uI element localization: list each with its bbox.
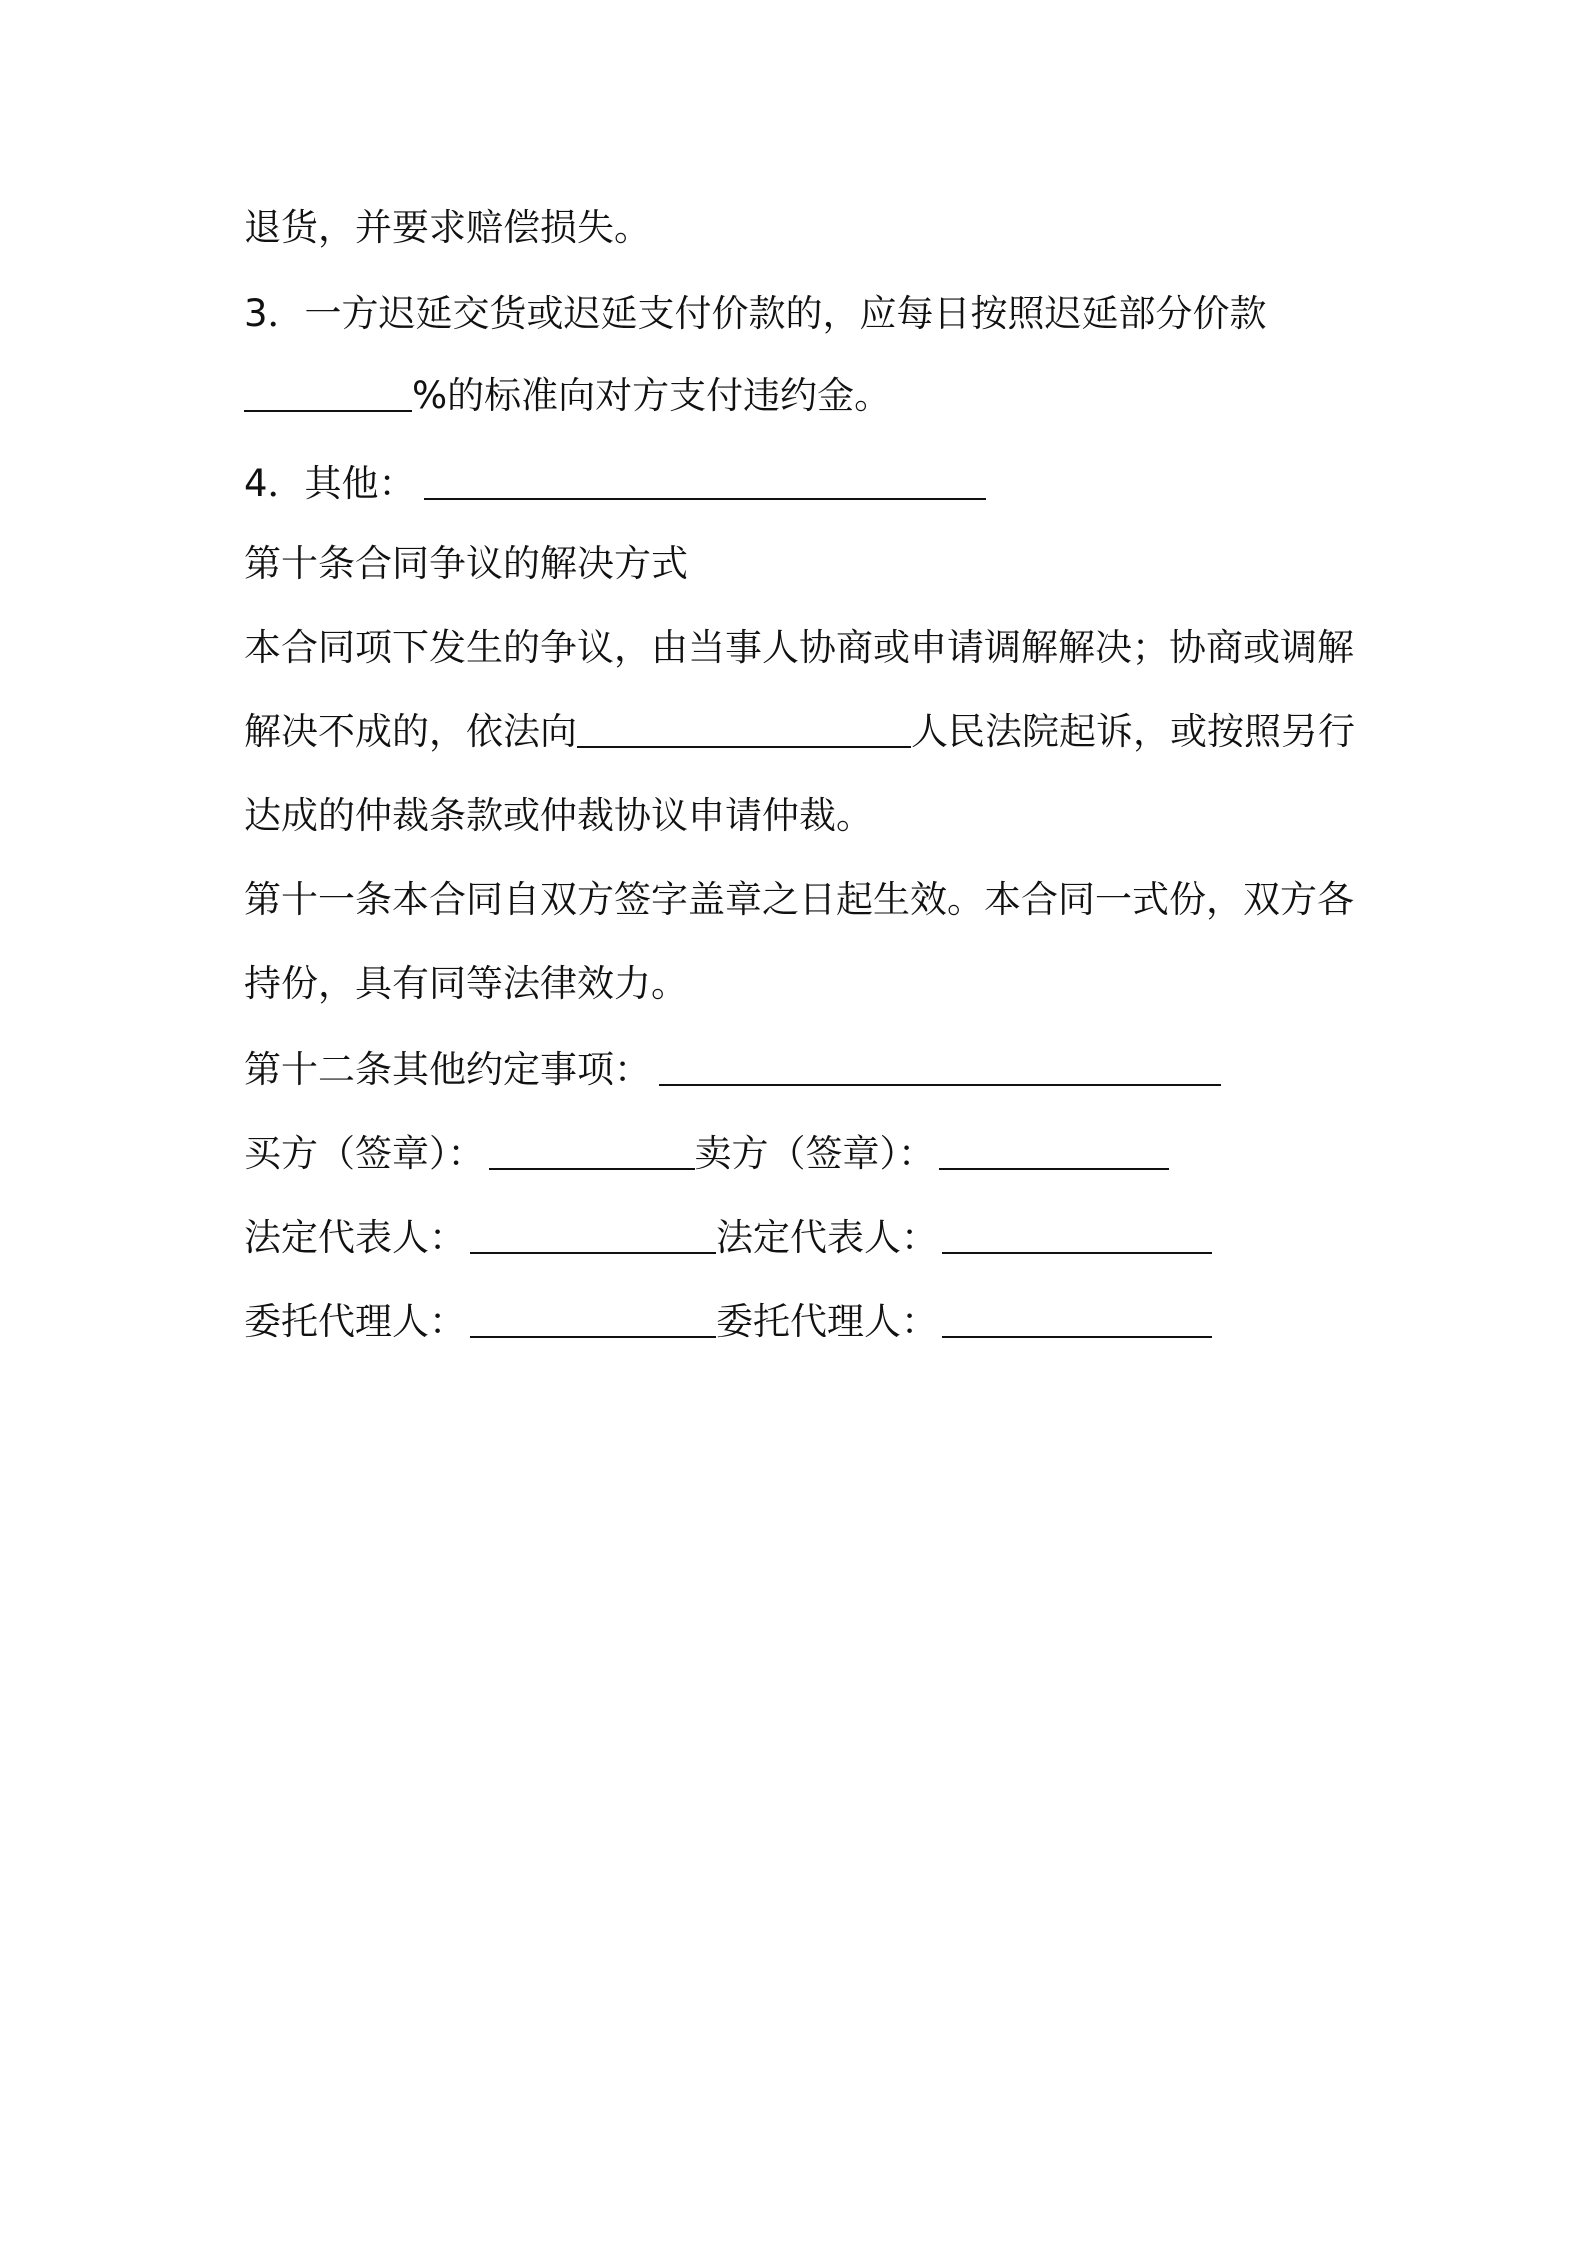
article10-line1 [244, 620, 1354, 676]
seller-legal-rep-label: 法定代表人： [716, 1216, 938, 1259]
article10-line3 [244, 788, 873, 844]
signature-row-legal-rep [244, 1210, 1212, 1266]
seller-seal-label: 卖方（签章）： [694, 1132, 935, 1175]
article10-heading [244, 536, 688, 592]
buyer-agent-blank[interactable] [470, 1296, 716, 1338]
article10-line1-text: 本合同项下发生的争议，由当事人协商或申请调解解决；协商或调解 [244, 626, 1354, 669]
article12-label: 第十二条其他约定事项： [244, 1048, 651, 1091]
buyer-agent-label: 委托代理人： [244, 1300, 466, 1343]
penalty-rate-blank[interactable] [244, 370, 412, 412]
buyer-seal-blank[interactable] [489, 1128, 695, 1170]
item2-end-text: 退货，并要求赔偿损失。 [244, 206, 651, 249]
article11-line2 [244, 956, 688, 1012]
article10-line2-prefix: 解决不成的，依法向 [244, 710, 577, 753]
item2-continuation [244, 200, 651, 256]
item4-line [244, 456, 986, 512]
seller-agent-blank[interactable] [942, 1296, 1212, 1338]
article11-line2-text: 持份，具有同等法律效力。 [244, 962, 688, 1005]
other-matters-blank[interactable] [659, 1044, 1221, 1086]
article12-line [244, 1042, 1221, 1098]
item4-label: 4．其他： [244, 462, 416, 505]
buyer-legal-rep-blank[interactable] [470, 1212, 716, 1254]
seller-seal-blank[interactable] [939, 1128, 1169, 1170]
item3-line [244, 286, 1267, 342]
article10-line2-suffix: 人民法院起诉，或按照另行 [911, 710, 1355, 753]
article11-line1 [244, 872, 1354, 928]
article10-heading-text: 第十条合同争议的解决方式 [244, 542, 688, 585]
signature-row-agent [244, 1294, 1212, 1350]
buyer-seal-label: 买方（签章）： [244, 1132, 485, 1175]
seller-agent-label: 委托代理人： [716, 1300, 938, 1343]
seller-legal-rep-blank[interactable] [942, 1212, 1212, 1254]
item3-text: 3．一方迟延交货或迟延支付价款的，应每日按照迟延部分价款 [244, 292, 1267, 335]
other-terms-blank[interactable] [424, 458, 986, 500]
item3-suffix: %的标准向对方支付违约金。 [412, 374, 892, 417]
article10-line3-text: 达成的仲裁条款或仲裁协议申请仲裁。 [244, 794, 873, 837]
item3-rate-line [244, 368, 891, 424]
court-name-blank[interactable] [577, 706, 911, 748]
article10-line2 [244, 704, 1355, 760]
article11-line1-text: 第十一条本合同自双方签字盖章之日起生效。本合同一式份，双方各 [244, 878, 1354, 921]
buyer-legal-rep-label: 法定代表人： [244, 1216, 466, 1259]
signature-row-party [244, 1126, 1169, 1182]
